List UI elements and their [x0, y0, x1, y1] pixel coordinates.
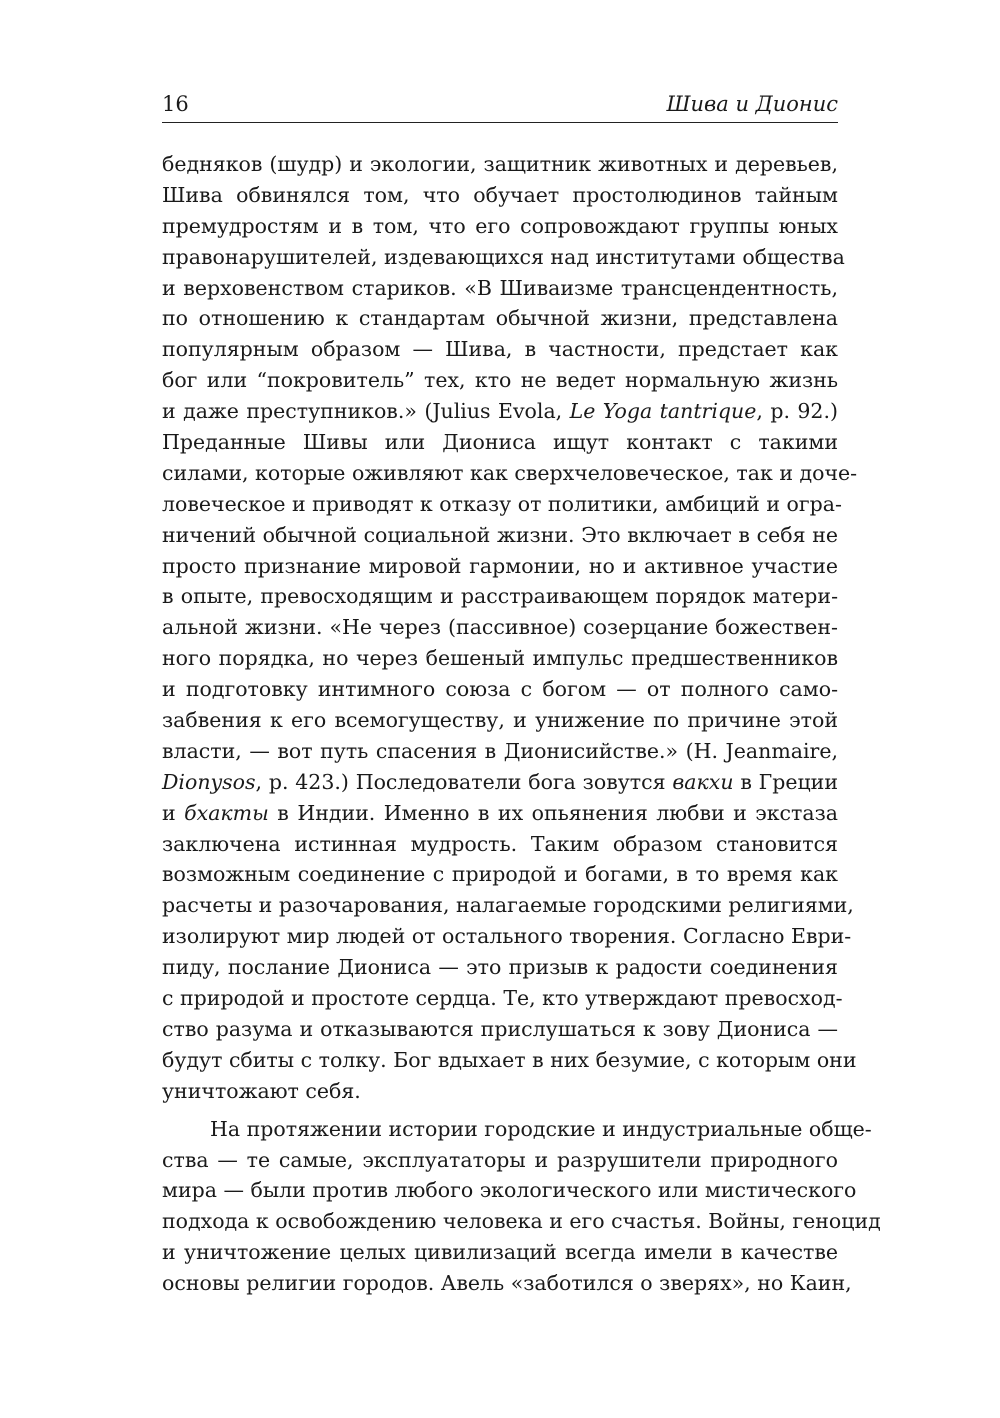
- text-run: уничтожают себя.: [162, 1078, 361, 1103]
- text-run: и верховенством стариков. «В Шиваизме трансцендентность,: [162, 275, 838, 300]
- running-title: Шива и Дионис: [666, 92, 838, 116]
- text-line: [162, 551, 838, 582]
- text-run: в Индии. Именно в их опьянения любви и экстаза: [268, 800, 838, 825]
- text-line: [162, 242, 845, 273]
- text-run: правонарушителей, издевающихся над институтами общества: [162, 244, 845, 269]
- text-run: изолируют мир людей от остального творения. Согласно Еври-: [162, 924, 852, 949]
- text-line: [162, 489, 842, 520]
- text-run: популярным образом — Шива, в частности, предстает как: [162, 337, 838, 362]
- text-line: [162, 890, 854, 921]
- paragraph-1: [162, 149, 858, 1107]
- text-line: [162, 334, 838, 365]
- text-line: [162, 767, 838, 798]
- text-run: по отношению к стандартам обычной жизни, представлена: [162, 306, 838, 331]
- text-run: ство разума и отказываются прислушаться к зову Диониса —: [162, 1016, 838, 1041]
- text-line: [162, 365, 838, 396]
- page-number: 16: [162, 92, 189, 116]
- text-line: [162, 581, 838, 612]
- text-line: [162, 859, 838, 890]
- text-line: [162, 1045, 857, 1076]
- text-run: и даже преступников.» (Julius Evola,: [162, 399, 570, 424]
- italic-text: Dionysos: [162, 769, 256, 794]
- italic-text: вакхи: [672, 769, 734, 794]
- italic-text: бхакты: [184, 800, 269, 825]
- text-line: [162, 674, 838, 705]
- running-header: [162, 90, 838, 123]
- text-run: бедняков (шудр) и экологии, защитник животных и деревьев,: [162, 152, 838, 176]
- text-run: Шива обвинялся том, что обучает простолюдинов тайным: [162, 182, 838, 207]
- italic-text: Le Yoga tantrique: [569, 399, 757, 424]
- text-run: премудростям и в том, что его сопровождают группы юных: [162, 213, 838, 238]
- text-run: возможным соединение с природой и богами, в то время как: [162, 862, 838, 887]
- paragraph-2: [162, 1114, 881, 1299]
- text-run: будут сбиты с толку. Бог вдыхает в них безумие, с которым они: [162, 1047, 857, 1072]
- text-run: , p. 423.) Последователи бога зовутся: [255, 769, 673, 794]
- text-run: бог или “покровитель” тех, кто не ведет нормальную жизнь: [162, 368, 838, 393]
- text-line: [162, 1014, 838, 1045]
- body-text: [162, 149, 881, 1299]
- text-line: [162, 458, 858, 489]
- text-run: пиду, послание Диониса — это призыв к радости соединения: [162, 955, 838, 980]
- text-run: альной жизни. «Не через (пассивное) созерцание божествен-: [162, 615, 838, 640]
- text-line: [162, 643, 838, 674]
- text-line: [162, 149, 838, 180]
- text-line: [162, 952, 838, 983]
- text-line: [162, 705, 838, 736]
- text-run: в Греции: [733, 769, 838, 794]
- text-run: заключена истинная мудрость. Таким образом становится: [162, 831, 838, 856]
- text-run: в опыте, превосходящим и расстраивающем порядок матери-: [162, 584, 838, 609]
- text-line: [162, 303, 838, 334]
- text-line: и уничтожение целых цивилизаций всегда имели в качестве: [162, 1240, 838, 1265]
- text-run: ного порядка, но через бешеный импульс предшественников: [162, 646, 838, 671]
- text-line: мира — были против любого экологического или мистического: [162, 1178, 857, 1203]
- text-line: [162, 396, 838, 427]
- text-run: ничений обычной социальной жизни. Это включает в себя не: [162, 522, 838, 547]
- text-line: [162, 921, 852, 952]
- text-line: [162, 736, 838, 767]
- text-line: На протяжении истории городские и индустриальные обще-: [210, 1116, 872, 1141]
- text-line: основы религии городов. Авель «заботился о зверях», но Каин,: [162, 1271, 852, 1296]
- text-run: с природой и простоте сердца. Те, кто утверждают превосход-: [162, 986, 843, 1011]
- text-run: ловеческое и приводят к отказу от политики, амбиций и огра-: [162, 491, 842, 516]
- text-line: [162, 829, 838, 860]
- text-run: власти, — вот путь спасения в Дионисийстве.» (H. Jeanmaire,: [162, 738, 838, 763]
- paragraph-gap: [162, 1107, 838, 1114]
- text-line: [162, 180, 838, 211]
- text-line: [162, 211, 838, 242]
- text-run: и: [162, 800, 185, 825]
- text-run: Преданные Шивы или Диониса ищут контакт с такими: [162, 430, 838, 455]
- text-line: [162, 612, 838, 643]
- text-line: подхода к освобождению человека и его счастья. Войны, геноцид: [162, 1209, 881, 1234]
- text-line: [162, 1076, 838, 1107]
- text-run: просто признание мировой гармонии, но и активное участие: [162, 553, 838, 578]
- text-line: [162, 520, 838, 551]
- text-line: ства — те самые, эксплуататоры и разрушители природного: [162, 1147, 838, 1172]
- text-line: [162, 273, 838, 304]
- text-run: забвения к его всемогуществу, и унижение по причине этой: [162, 708, 838, 733]
- text-run: , p. 92.): [756, 399, 838, 424]
- text-run: расчеты и разочарования, налагаемые городскими религиями,: [162, 893, 854, 918]
- text-run: и подготовку интимного союза с богом — от полного само-: [162, 677, 838, 702]
- text-line: [162, 983, 843, 1014]
- text-line: [162, 798, 838, 829]
- text-line: [162, 427, 838, 458]
- text-run: силами, которые оживляют как сверхчеловеческое, так и доче-: [162, 460, 858, 485]
